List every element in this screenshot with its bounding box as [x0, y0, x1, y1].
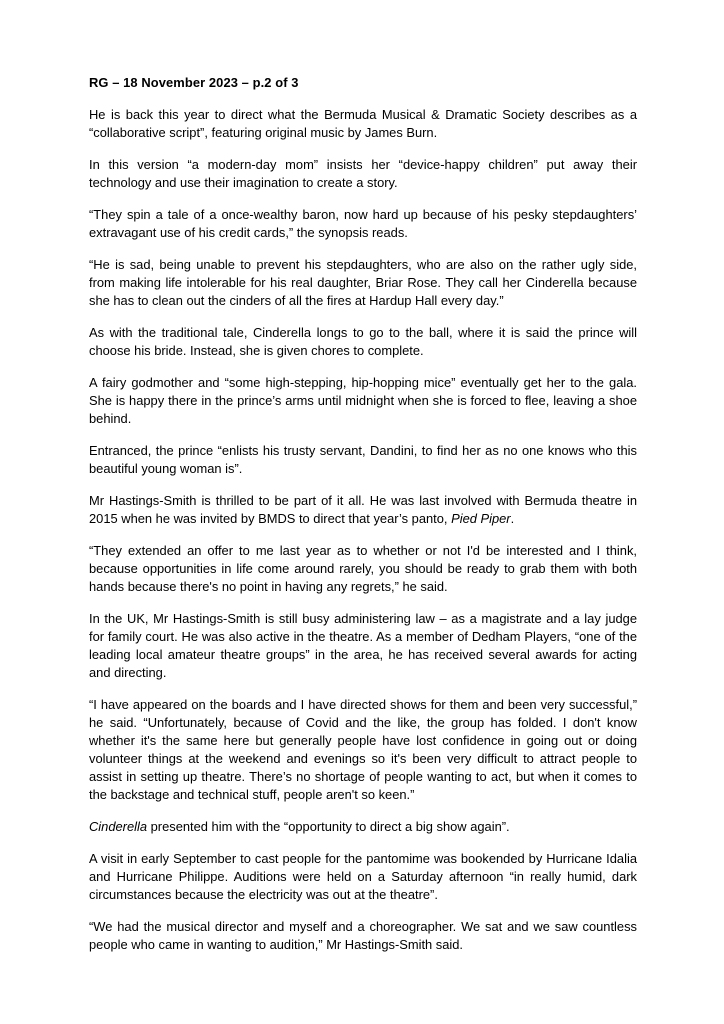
paragraph-text: Mr Hastings-Smith is thrilled to be part of it all. He was last involved with Bermuda theatre in 2015 when he was invited by BMDS to direct that year’s panto, [89, 493, 637, 526]
paragraph-text: “He is sad, being unable to prevent his stepdaughters, who are also on the rather ugly side, from making life intolerable for his real daughter, Briar Rose. They call her Cinderella because she has to clean out the cinders of all the fires at Hardup Hall every day.” [89, 257, 637, 308]
article-paragraph [89, 850, 637, 904]
article-paragraph [89, 206, 637, 242]
paragraph-text: “They extended an offer to me last year as to whether or not I'd be interested and I think, because opportunities in life come around rarely, you should be ready to grab them with both hands because there's no point in having any regrets,” he said. [89, 543, 637, 594]
paragraph-text: Entranced, the prince “enlists his trusty servant, Dandini, to find her as no one knows who this beautiful young woman is”. [89, 443, 637, 476]
page-header: RG – 18 November 2023 – p.2 of 3 [89, 75, 299, 90]
paragraph-text: “I have appeared on the boards and I have directed shows for them and been very successful,” he said. “Unfortunately, because of Covid and the like, the group has folded. I don't know whether it's the same here but generally people have lost confidence in going out or doing volunteer things at the weekend and evenings so it's been very difficult to attract people to assist in setting up theatre. There’s no shortage of people wanting to act, but when it comes to the backstage and technical stuff, people aren't so keen.” [89, 697, 637, 802]
paragraph-text: . [510, 511, 515, 526]
paragraph-text: “We had the musical director and myself and a choreographer. We sat and we saw countless people who came in wanting to audition,” Mr Hastings-Smith said. [89, 919, 637, 952]
paragraph-text: “They spin a tale of a once-wealthy baron, now hard up because of his pesky stepdaughters’ extravagant use of his credit cards,” the synopsis reads. [89, 207, 637, 240]
article-paragraph [89, 106, 637, 142]
article-paragraph [89, 818, 637, 836]
article-paragraph [89, 542, 637, 596]
article-paragraph [89, 156, 637, 192]
article-paragraph [89, 374, 637, 428]
paragraph-text: In the UK, Mr Hastings-Smith is still busy administering law – as a magistrate and a lay judge for family court. He was also active in the theatre. As a member of Dedham Players, “one of the leading local amateur theatre groups” in the area, he has received several awards for acting and directing. [89, 611, 637, 680]
article-paragraph [89, 324, 637, 360]
italic-title-text: Pied Piper [451, 511, 511, 526]
document-page [89, 74, 637, 968]
article-paragraph [89, 256, 637, 310]
article-paragraph [89, 492, 637, 528]
article-paragraph [89, 442, 637, 478]
paragraph-text: A fairy godmother and “some high-stepping, hip-hopping mice” eventually get her to the gala. She is happy there in the prince’s arms until midnight when she is forced to flee, leaving a shoe behind. [89, 375, 637, 426]
article-paragraph [89, 918, 637, 954]
paragraph-text: In this version “a modern-day mom” insists her “device-happy children” put away their technology and use their imagination to create a story. [89, 157, 637, 190]
paragraph-text: A visit in early September to cast people for the pantomime was bookended by Hurricane Idalia and Hurricane Philippe. Auditions were held on a Saturday afternoon “in really humid, dark circumstances because the electricity was out at the theatre”. [89, 851, 637, 902]
article-paragraph [89, 696, 637, 804]
paragraph-text: As with the traditional tale, Cinderella longs to go to the ball, where it is said the prince will choose his bride. Instead, she is given chores to complete. [89, 325, 637, 358]
italic-title-text: Cinderella [89, 819, 148, 834]
article-paragraph [89, 610, 637, 682]
article-body [89, 106, 637, 954]
paragraph-text: He is back this year to direct what the Bermuda Musical & Dramatic Society describes as a “collaborative script”, featuring original music by James Burn. [89, 107, 637, 140]
paragraph-text: presented him with the “opportunity to direct a big show again”. [147, 819, 510, 834]
